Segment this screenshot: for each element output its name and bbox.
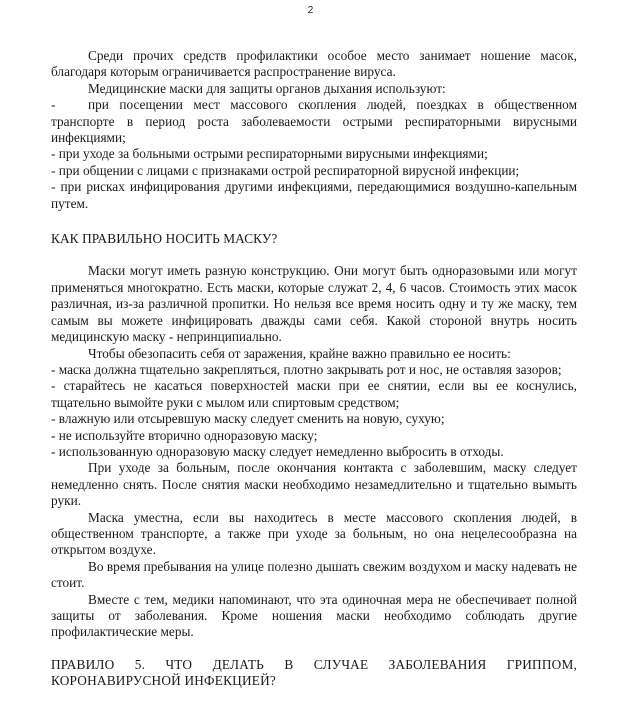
section-heading-wearing: КАК ПРАВИЛЬНО НОСИТЬ МАСКУ? bbox=[51, 231, 278, 247]
list-item: - при рисках инфицирования другими инфекциями, передающимися воздушно-капельным путем. bbox=[51, 179, 577, 211]
list-item-text: при посещении мест массового скопления людей, поездках в общественном транспорте в период роста заболеваемости острыми респираторными вирусными инфекциями; bbox=[51, 97, 577, 146]
list-item: - влажную или отсыревшую маску следует сменить на новую, сухую; bbox=[51, 411, 445, 427]
document-body bbox=[51, 48, 577, 690]
paragraph-masks-usage: Медицинские маски для защиты органов дыхания используют: bbox=[88, 80, 446, 96]
page-number: 2 bbox=[307, 5, 314, 16]
list-item: - использованную одноразовую маску следует немедленно выбросить в отходы. bbox=[51, 443, 504, 459]
list-dash: - bbox=[51, 97, 56, 113]
list-item: - старайтесь не касаться поверхностей маски при ее снятии, если вы ее коснулись, тщательно вымойте руки с мылом или спиртовым средством; bbox=[51, 378, 577, 410]
section-heading-rule-5: ПРАВИЛО 5. ЧТО ДЕЛАТЬ В СЛУЧАЕ ЗАБОЛЕВАНИЯ ГРИППОМ, КОРОНАВИРУСНОЙ ИНФЕКЦИЕЙ? bbox=[51, 656, 577, 689]
paragraph-mask-appropriate: Маска уместна, если вы находитесь в месте массового скопления людей, в общественном транспорте, а также при уходе за больным, но она нецелесообразна на открытом воздухе. bbox=[51, 509, 577, 558]
paragraph-outdoors: Во время пребывания на улице полезно дышать свежим воздухом и маску надевать не стоит. bbox=[51, 558, 577, 591]
paragraph-masks-intro: Среди прочих средств профилактики особое место занимает ношение масок, благодаря которым ограничивается распространение вируса. bbox=[51, 48, 577, 80]
paragraph-protection: Чтобы обезопасить себя от заражения, крайне важно правильно ее носить: bbox=[88, 345, 511, 361]
paragraph-other-measures: Вместе с тем, медики напоминают, что эта одиночная мера не обеспечивает полной защиты от заболевания. Кроме ношения маски необходимо соблюдать другие профилактические меры. bbox=[51, 591, 577, 640]
list-item: - маска должна тщательно закрепляться, плотно закрывать рот и нос, не оставляя зазоров; bbox=[51, 361, 562, 377]
list-item: - не используйте вторично одноразовую маску; bbox=[51, 427, 318, 443]
list-item: - при уходе за больными острыми респираторными вирусными инфекциями; bbox=[51, 146, 488, 162]
list-item: - при общении с лицами с признаками острой респираторной вирусной инфекции; bbox=[51, 162, 520, 178]
list-item bbox=[51, 97, 577, 146]
paragraph-mask-types: Маски могут иметь разную конструкцию. Они могут быть одноразовыми или могут применяться многократно. Есть маски, которые служат 2, 4, 6 часов. Стоимость этих масок различная, из-за различной пропитки. Но нельзя все время носить одну и ту же маску, тем самым вы можете инфицировать дважды сами себя. Какой стороной внутрь носить медицинскую маску - непринципиально. bbox=[51, 263, 577, 345]
paragraph-patient-care: При уходе за больным, после окончания контакта с заболевшим, маску следует немедленно снять. После снятия маски необходимо незамедлительно и тщательно вымыть руки. bbox=[51, 460, 577, 509]
